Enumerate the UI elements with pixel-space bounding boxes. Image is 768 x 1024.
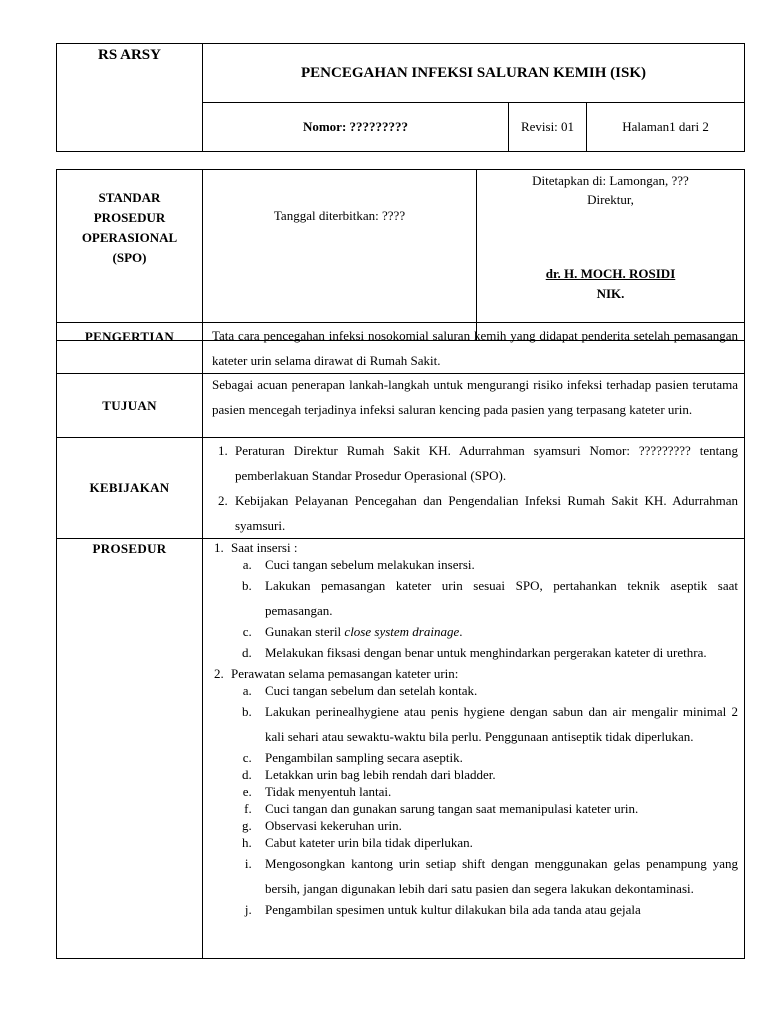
prosedur-substep: a. Cuci tangan sebelum dan setelah kontak. — [255, 682, 738, 699]
director-name: dr. H. MOCH. ROSIDI — [545, 266, 676, 281]
pengertian-text: Tata cara pencegahan infeksi nosokomial saluran kemih yang didapat penderita setelah pemasangan kateter urin selama dirawat di Rumah Sakit. — [212, 328, 738, 368]
prosedur-step — [227, 539, 738, 665]
prosedur-substep: e. Tidak menyentuh lantai. — [255, 783, 738, 800]
prosedur-steps — [203, 539, 738, 918]
revision-number: Revisi: 01 — [509, 103, 587, 152]
prosedur-substep: d. Letakkan urin bag lebih rendah dari bladder. — [255, 766, 738, 783]
director-nik: NIK. — [596, 286, 625, 301]
section-label-kebijakan: KEBIJAKAN — [57, 438, 203, 539]
prosedur-substeps — [231, 556, 738, 665]
spo-label-line: OPERASIONAL — [81, 230, 178, 245]
prosedur-substep — [255, 623, 738, 640]
director-title: Direktur, — [587, 192, 634, 207]
spo-table — [56, 169, 745, 341]
section-label-prosedur: PROSEDUR — [57, 539, 203, 959]
issue-date: Tanggal diterbitkan: ???? — [203, 170, 477, 341]
section-text-tujuan — [203, 374, 745, 438]
kebijakan-item: 1. Peraturan Direktur Rumah Sakit KH. Adurrahman syamsuri Nomor: ????????? tentang pemberlakuan Standar Prosedur Operasional (SPO). — [231, 438, 738, 488]
prosedur-substep: f. Cuci tangan dan gunakan sarung tangan saat memanipulasi kateter urin. — [255, 800, 738, 817]
prosedur-substeps — [231, 682, 738, 918]
hospital-name: RS ARSY — [57, 44, 203, 152]
procedure-table — [56, 322, 745, 959]
prosedur-step — [227, 665, 738, 918]
document-number: Nomor: ????????? — [203, 103, 509, 152]
prosedur-content — [203, 539, 738, 958]
spo-label-line: STANDAR — [98, 190, 161, 205]
prosedur-substep: i. Mengosongkan kantong urin setiap shift dengan menggunakan gelas penampung yang bersih, jangan digunakan lebih dari satu pasien dan segera lakukan dekontaminasi. — [255, 851, 738, 901]
section-text-prosedur — [203, 539, 745, 959]
document-title: PENCEGAHAN INFEKSI SALURAN KEMIH (ISK) — [203, 44, 745, 103]
section-text-kebijakan — [203, 438, 745, 539]
prosedur-step-title: Perawatan selama pemasangan kateter urin: — [231, 666, 459, 681]
spo-label — [57, 170, 203, 341]
section-label-tujuan: TUJUAN — [57, 374, 203, 438]
prosedur-substep: c. Pengambilan sampling secara aseptik. — [255, 749, 738, 766]
prosedur-substep: j. Pengambilan spesimen untuk kultur dilakukan bila ada tanda atau gejala — [255, 901, 738, 918]
prosedur-substep-text: Gunakan steril close system drainage. — [265, 624, 463, 639]
prosedur-substep: d. Melakukan fiksasi dengan benar untuk menghindarkan pergerakan kateter di urethra. — [255, 640, 738, 665]
document-header-table — [56, 43, 745, 152]
prosedur-substep: b. Lakukan pemasangan kateter urin sesuai SPO, pertahankan teknik aseptik saat pemasangan. — [255, 573, 738, 623]
signature-block — [477, 170, 745, 341]
prosedur-substep: g. Observasi kekeruhan urin. — [255, 817, 738, 834]
prosedur-step-title: Saat insersi : — [231, 540, 298, 555]
italic-phrase: close system drainage — [344, 624, 460, 639]
spo-label-line: (SPO) — [112, 250, 147, 265]
kebijakan-list — [203, 438, 738, 538]
prosedur-substep: a. Cuci tangan sebelum melakukan insersi. — [255, 556, 738, 573]
page-counter: Halaman1 dari 2 — [587, 103, 745, 152]
kebijakan-item: 2. Kebijakan Pelayanan Pencegahan dan Pengendalian Infeksi Rumah Sakit KH. Adurrahman syamsuri. — [231, 488, 738, 538]
prosedur-substep: h. Cabut kateter urin bila tidak diperlukan. — [255, 834, 738, 851]
section-label-pengertian: PENGERTIAN — [57, 323, 203, 374]
established-location: Ditetapkan di: Lamongan, ??? — [532, 173, 689, 188]
tujuan-text: Sebagai acuan penerapan lankah-langkah untuk mengurangi risiko infeksi terhadap pasien terutama pasien mencegah terjadinya infeksi saluran kencing pada pasien yang terpasang kateter urin. — [212, 377, 738, 417]
section-text-pengertian — [203, 323, 745, 374]
spo-label-line: PROSEDUR — [93, 210, 166, 225]
prosedur-substep: b. Lakukan perinealhygiene atau penis hygiene dengan sabun dan air mengalir minimal 2 kali sehari atau sewaktu-waktu bila perlu. Penggunaan antiseptik tidak diperlukan. — [255, 699, 738, 749]
